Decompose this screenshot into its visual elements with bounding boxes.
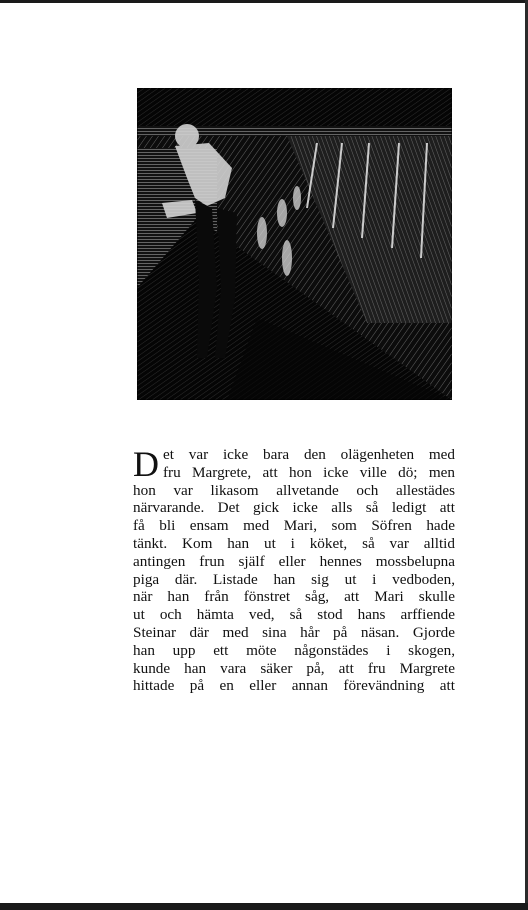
woodcut-illustration-icon [137,88,452,400]
text-line-13: kunde han vara säker på, att fru Margrete [133,659,455,677]
text-line-7: antingen frun själf eller hennes mossbelupna [133,552,455,570]
text-line-6: tänkt. Kom han ut i köket, så var alltid [133,534,455,552]
text-line-2: fru Margrete, att hon icke ville dö; men [163,463,455,481]
text-line-12: han upp ett möte någonstädes i skogen, [133,641,455,659]
text-line-5: få bli ensam med Mari, som Söfren hade [133,517,455,535]
page-top-edge [0,0,528,3]
text-line-4: närvarande. Det gick icke alls så ledigt att [133,499,455,517]
text-line-8: piga där. Listade han sig ut i vedboden, [133,570,455,588]
first-line-text: et var icke bara den olägenheten med [163,446,455,463]
text-line-9: när han från fönstret såg, att Mari skulle [133,588,455,606]
text-line-10: ut och hämta ved, så stod hans arffiende [133,606,455,624]
woodcut-illustration [137,88,452,400]
page-bottom-edge [0,903,528,910]
text-line-14: hittade på en eller annan förevändning att [133,677,455,695]
body-text [133,446,455,695]
drop-cap: D [133,444,159,484]
text-line-11: Steinar där med sina hår på näsan. Gjorde [133,623,455,641]
text-line-3: hon var likasom allvetande och allestädes [133,481,455,499]
